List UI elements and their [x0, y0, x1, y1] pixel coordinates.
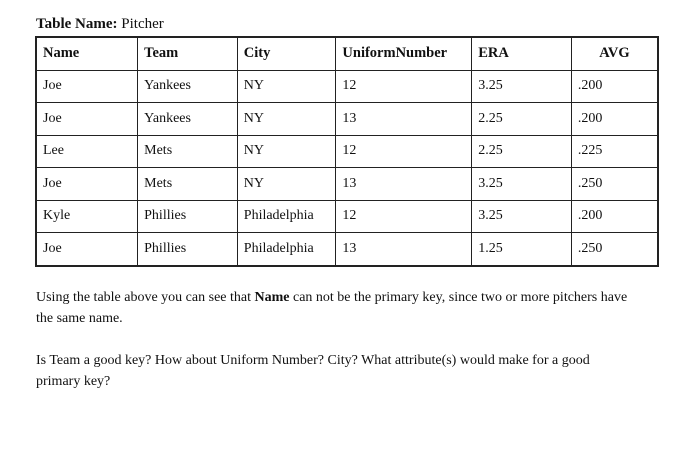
cell-uniform-number: 12 [336, 135, 472, 168]
cell-era: 3.25 [472, 168, 572, 201]
cell-city: Philadelphia [237, 233, 336, 266]
cell-name: Joe [36, 103, 138, 136]
table-row [36, 200, 658, 233]
table-row [36, 70, 658, 103]
cell-era: 2.25 [472, 103, 572, 136]
table-row [36, 168, 658, 201]
cell-uniform-number: 13 [336, 168, 472, 201]
cell-era: 3.25 [472, 200, 572, 233]
cell-avg: .250 [571, 233, 658, 266]
cell-name: Joe [36, 70, 138, 103]
cell-city: Philadelphia [237, 200, 336, 233]
header-uniform-number: UniformNumber [336, 37, 472, 70]
cell-team: Phillies [138, 200, 238, 233]
cell-avg: .250 [571, 168, 658, 201]
table-header-row [36, 37, 658, 70]
cell-team: Mets [138, 135, 238, 168]
paragraph-text-after: can not be the primary key, since two or more pitchers have the same name. [36, 290, 628, 326]
cell-avg: .200 [571, 103, 658, 136]
header-name: Name [36, 37, 138, 70]
cell-team: Mets [138, 168, 238, 201]
paragraph-text-before: Using the table above you can see that [36, 290, 255, 305]
cell-era: 3.25 [472, 70, 572, 103]
table-row [36, 233, 658, 266]
cell-city: NY [237, 103, 336, 136]
cell-name: Lee [36, 135, 138, 168]
cell-avg: .200 [571, 70, 658, 103]
table-row [36, 135, 658, 168]
table-title-label: Table Name: [36, 16, 118, 32]
header-team: Team [138, 37, 238, 70]
header-avg: AVG [571, 37, 658, 70]
paragraph-bold-term: Name [254, 290, 290, 305]
cell-city: NY [237, 135, 336, 168]
explanation-paragraph [36, 287, 636, 329]
table-title-value: Pitcher [121, 16, 164, 32]
cell-name: Joe [36, 233, 138, 266]
header-city: City [237, 37, 336, 70]
cell-team: Yankees [138, 103, 238, 136]
cell-city: NY [237, 70, 336, 103]
cell-uniform-number: 13 [336, 103, 472, 136]
pitcher-table [35, 36, 659, 267]
cell-avg: .225 [571, 135, 658, 168]
cell-avg: .200 [571, 200, 658, 233]
question-paragraph: Is Team a good key? How about Uniform Number? City? What attribute(s) would make for a good primary key? [36, 353, 590, 389]
cell-uniform-number: 13 [336, 233, 472, 266]
cell-uniform-number: 12 [336, 70, 472, 103]
cell-name: Joe [36, 168, 138, 201]
header-era: ERA [472, 37, 572, 70]
cell-city: NY [237, 168, 336, 201]
cell-era: 1.25 [472, 233, 572, 266]
table-row [36, 103, 658, 136]
cell-team: Yankees [138, 70, 238, 103]
cell-era: 2.25 [472, 135, 572, 168]
cell-uniform-number: 12 [336, 200, 472, 233]
table-title [36, 14, 164, 34]
cell-team: Phillies [138, 233, 238, 266]
cell-name: Kyle [36, 200, 138, 233]
